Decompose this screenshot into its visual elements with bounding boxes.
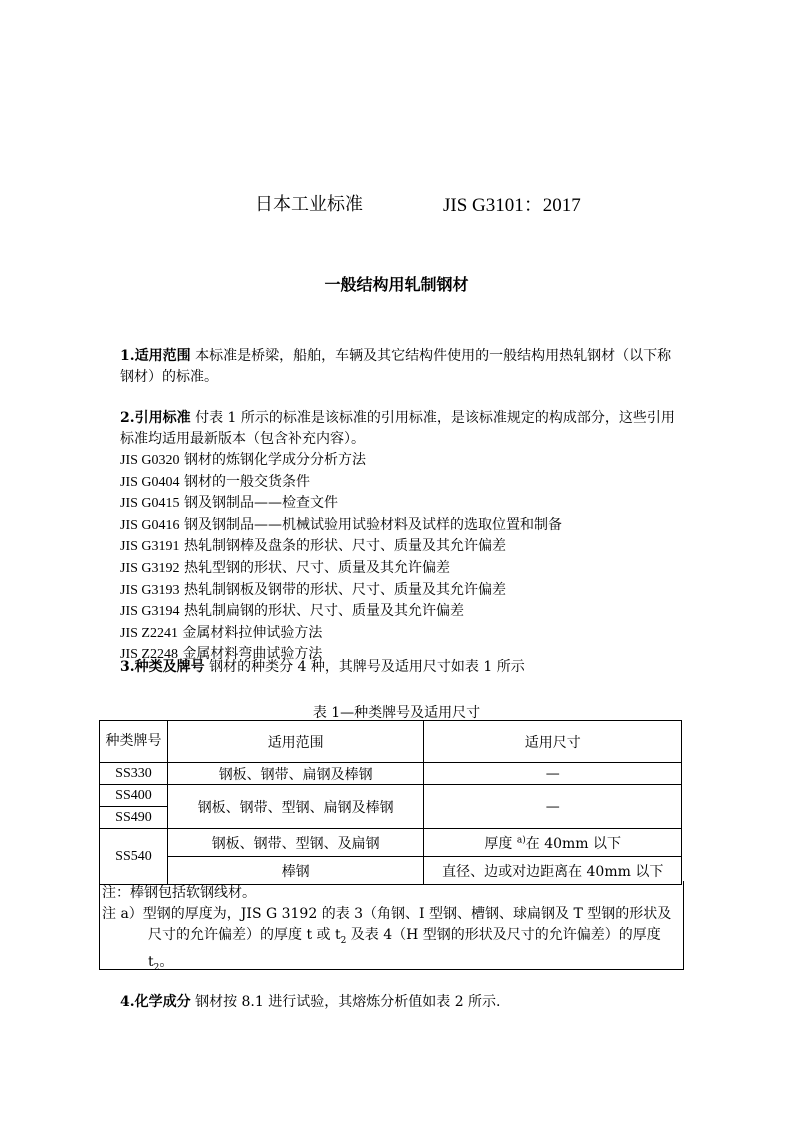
reference-item: JIS G0404 钢材的一般交货条件	[120, 473, 310, 490]
header-size: 适用尺寸	[424, 721, 682, 763]
document-title: 一般结构用轧制钢材	[324, 275, 469, 294]
standard-number: JIS G3101：2017	[443, 195, 581, 216]
table-row: SS400 钢板、钢带、型钢、扁钢及棒钢 —	[100, 785, 682, 807]
reference-item: JIS G3191 热轧制钢棒及盘条的形状、尺寸、质量及其允许偏差	[120, 538, 506, 555]
table-row: SS490	[100, 807, 682, 829]
document-header	[0, 190, 793, 214]
reference-item: JIS G0320 钢材的炼钢化学成分分析方法	[120, 452, 366, 468]
reference-item: JIS G3193 热轧制钢板及钢带的形状、尺寸、质量及其允许偏差	[120, 581, 506, 598]
header-scope: 适用范围	[167, 721, 424, 763]
reference-item: JIS Z2241 金属材料拉伸试验方法	[120, 624, 323, 641]
table-row: 棒钢 直径、边或对边距离在 40mm 以下	[100, 857, 682, 885]
header-title: 日本工业标准	[255, 194, 363, 215]
section-scope-heading: 1.适用范围	[120, 348, 191, 364]
section-chemistry	[120, 992, 680, 1013]
reference-list	[120, 450, 562, 666]
section-scope	[120, 346, 680, 388]
section-chemistry-heading: 4.化学成分	[120, 994, 191, 1010]
section-references-text: 付表 1 所示的标准是该标准的引用标准，是该标准规定的构成部分，这些引用标准均适用最新版本（包含补充内容）。	[120, 410, 675, 447]
section-chemistry-text: 钢材按 8.1 进行试验，其熔炼分析值如表 2 所示.	[195, 994, 501, 1010]
table-note: 注：棒钢包括软钢线材。	[102, 885, 256, 901]
section-grades-text: 钢材的种类分 4 种，其牌号及适用尺寸如表 1 所示	[209, 659, 525, 675]
reference-item: JIS G3192 热轧型钢的形状、尺寸、质量及其允许偏差	[120, 559, 450, 576]
header-grade: 种类牌号	[100, 721, 168, 763]
table-notes	[99, 881, 684, 973]
section-grades-heading: 3.种类及牌号	[120, 659, 205, 675]
section-grades	[120, 657, 680, 678]
reference-item: JIS G3194 热轧制扁钢的形状、尺寸、质量及其允许偏差	[120, 603, 464, 620]
table-note: 注 a）型钢的厚度为，JIS G 3192 的表 3（角钢、I 型钢、槽钢、球扁钢及 T 型钢的形状及尺寸的允许偏差）的厚度 t 或 $t_2$ 及表 4（H 型钢的形状及尺寸的允许偏差）的厚度 $t_2$。	[102, 906, 672, 973]
section-references-heading: 2.引用标准	[120, 410, 191, 426]
table-header-row	[100, 721, 682, 763]
table-caption: 表 1—种类牌号及适用尺寸	[312, 705, 481, 721]
table-row: SS330 钢板、钢带、扁钢及棒钢 —	[100, 763, 682, 785]
size-thickness: 厚度 $^{a)}$在 40mm 以下	[424, 829, 682, 857]
reference-item: JIS G0416 钢及钢制品——机械试验用试验材料及试样的选取位置和制备	[120, 516, 562, 533]
reference-item: JIS Z2248 金属材料弯曲试验方法	[120, 646, 323, 663]
grades-table	[99, 720, 682, 885]
section-scope-text: 本标准是桥梁，船舶，车辆及其它结构件使用的一般结构用热轧钢材（以下称钢材）的标准。	[120, 348, 672, 385]
section-references	[120, 408, 680, 450]
table-row: SS540 钢板、钢带、型钢、及扁钢 厚度 $^{a)}$在 40mm 以下	[100, 829, 682, 857]
reference-item: JIS G0415 钢及钢制品——检查文件	[120, 495, 338, 512]
